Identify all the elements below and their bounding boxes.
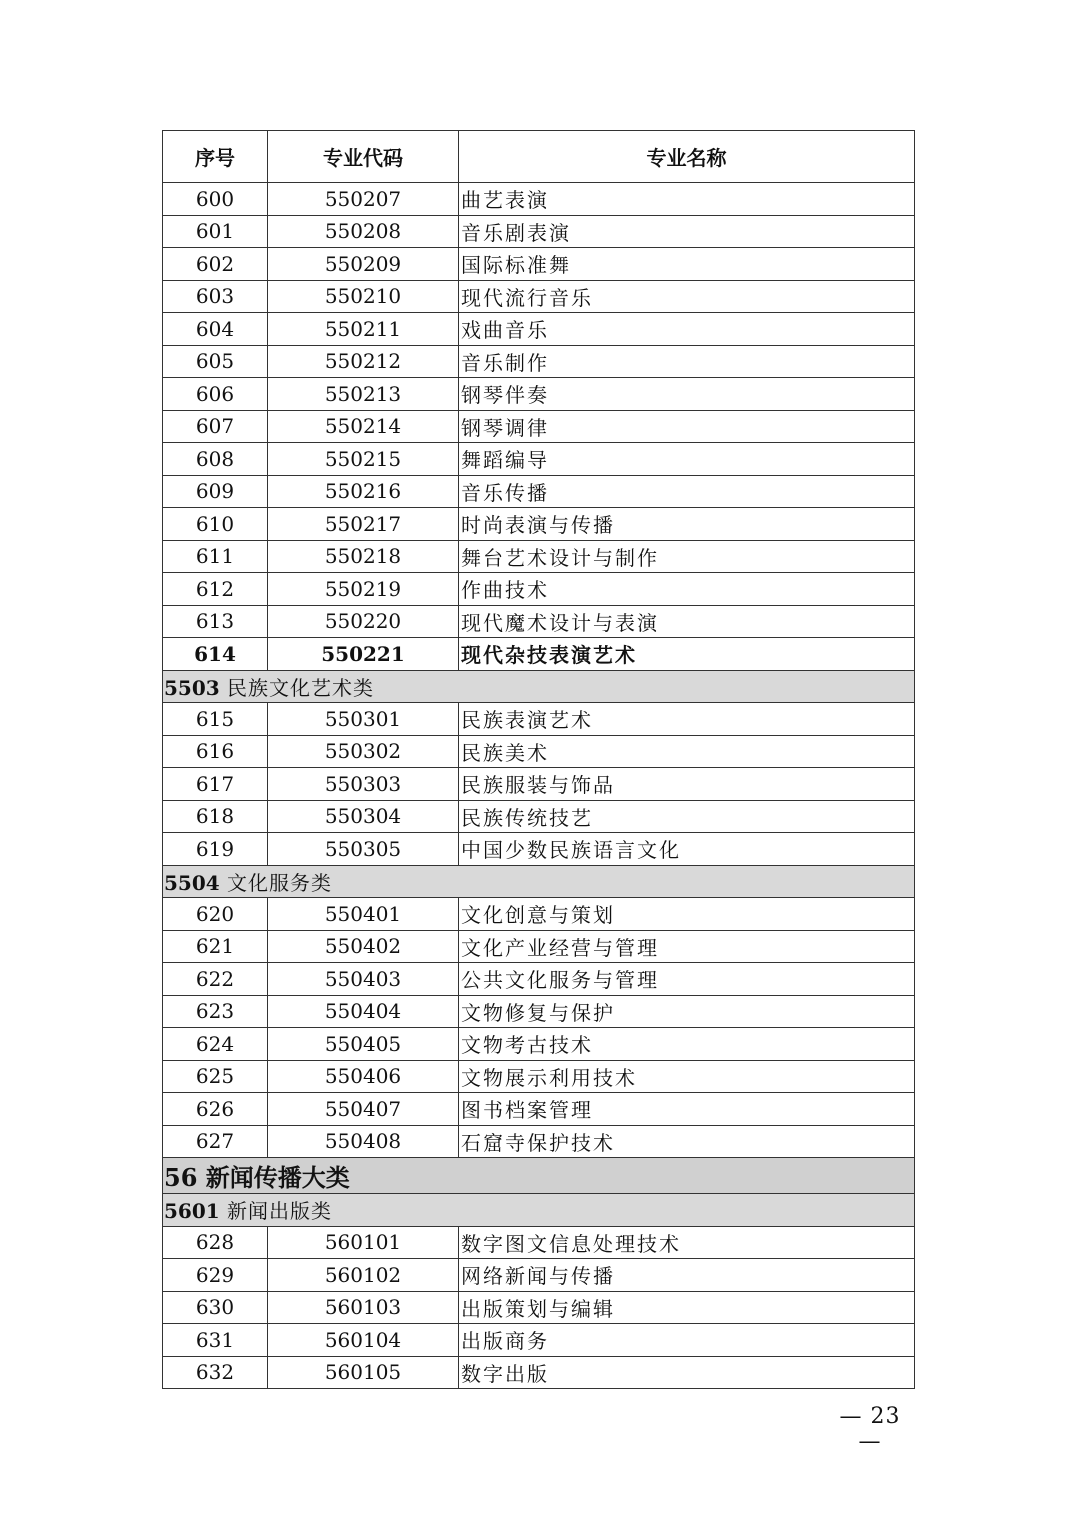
- serial-number-cell: 632: [163, 1356, 268, 1389]
- table-row: [163, 898, 915, 931]
- major-name-cell: 钢琴调律: [459, 410, 915, 443]
- serial-number-cell: 605: [163, 345, 268, 378]
- category-title: 民族文化艺术类: [227, 675, 375, 700]
- major-name-cell: 数字图文信息处理技术: [459, 1226, 915, 1259]
- major-code-cell: 550403: [268, 963, 459, 996]
- serial-number-cell: 616: [163, 735, 268, 768]
- table-row: [163, 638, 915, 671]
- major-code-cell: 560104: [268, 1324, 459, 1357]
- table-row: [163, 605, 915, 638]
- major-code-cell: 560101: [268, 1226, 459, 1259]
- header-major-name: 专业名称: [459, 131, 915, 183]
- major-code-cell: 550405: [268, 1028, 459, 1061]
- major-code-cell: 550406: [268, 1060, 459, 1093]
- major-code-cell: 550215: [268, 443, 459, 476]
- category-title: 新闻出版类: [227, 1199, 333, 1224]
- major-name-cell: 民族美术: [459, 735, 915, 768]
- major-name-cell: 文化产业经营与管理: [459, 930, 915, 963]
- major-code-cell: 550210: [268, 280, 459, 313]
- serial-number-cell: 617: [163, 768, 268, 801]
- serial-number-cell: 610: [163, 508, 268, 541]
- major-code-cell: 550214: [268, 410, 459, 443]
- major-name-cell: 现代流行音乐: [459, 280, 915, 313]
- major-name-cell: 舞蹈编导: [459, 443, 915, 476]
- major-name-cell: 时尚表演与传播: [459, 508, 915, 541]
- table-row: [163, 768, 915, 801]
- major-name-cell: 文物修复与保护: [459, 995, 915, 1028]
- major-code-cell: 550219: [268, 573, 459, 606]
- category-subheader-row: [163, 865, 915, 898]
- serial-number-cell: 621: [163, 930, 268, 963]
- major-name-cell: 音乐传播: [459, 475, 915, 508]
- serial-number-cell: 627: [163, 1125, 268, 1158]
- major-name-cell: 图书档案管理: [459, 1093, 915, 1126]
- major-category-row: [163, 1158, 915, 1194]
- major-code-cell: 550302: [268, 735, 459, 768]
- category-code: 5504: [164, 870, 220, 895]
- major-name-cell: 曲艺表演: [459, 183, 915, 216]
- major-code-cell: 550212: [268, 345, 459, 378]
- header-major-code: 专业代码: [268, 131, 459, 183]
- table-row: [163, 1356, 915, 1389]
- table-row: [163, 800, 915, 833]
- major-name-cell: 民族服装与饰品: [459, 768, 915, 801]
- page-number: — 23 —: [839, 1404, 901, 1454]
- serial-number-cell: 615: [163, 703, 268, 736]
- major-code-cell: 560102: [268, 1259, 459, 1292]
- major-code-cell: 550305: [268, 833, 459, 866]
- major-name-cell: 民族传统技艺: [459, 800, 915, 833]
- major-code-cell: 550221: [268, 638, 459, 671]
- serial-number-cell: 623: [163, 995, 268, 1028]
- serial-number-cell: 625: [163, 1060, 268, 1093]
- table-row: [163, 930, 915, 963]
- table-row: [163, 995, 915, 1028]
- major-code-cell: 550216: [268, 475, 459, 508]
- serial-number-cell: 620: [163, 898, 268, 931]
- major-name-cell: 出版策划与编辑: [459, 1291, 915, 1324]
- table-row: [163, 508, 915, 541]
- serial-number-cell: 609: [163, 475, 268, 508]
- major-code-cell: 550220: [268, 605, 459, 638]
- table-row: [163, 1093, 915, 1126]
- major-name-cell: 戏曲音乐: [459, 313, 915, 346]
- major-name-cell: 现代杂技表演艺术: [459, 638, 915, 671]
- major-name-cell: 音乐剧表演: [459, 215, 915, 248]
- category-code: 5503: [164, 675, 220, 700]
- major-name-cell: 作曲技术: [459, 573, 915, 606]
- major-name-cell: 文物考古技术: [459, 1028, 915, 1061]
- table-row: [163, 1060, 915, 1093]
- table-row: [163, 443, 915, 476]
- serial-number-cell: 600: [163, 183, 268, 216]
- serial-number-cell: 630: [163, 1291, 268, 1324]
- major-code-cell: 550408: [268, 1125, 459, 1158]
- table-row: [163, 183, 915, 216]
- major-name-cell: 中国少数民族语言文化: [459, 833, 915, 866]
- major-code-cell: 560105: [268, 1356, 459, 1389]
- serial-number-cell: 603: [163, 280, 268, 313]
- table-row: [163, 248, 915, 281]
- major-code-cell: 550402: [268, 930, 459, 963]
- table-row: [163, 345, 915, 378]
- major-code-cell: 550209: [268, 248, 459, 281]
- serial-number-cell: 606: [163, 378, 268, 411]
- table-row: [163, 703, 915, 736]
- table-row: [163, 573, 915, 606]
- major-name-cell: 文物展示利用技术: [459, 1060, 915, 1093]
- serial-number-cell: 629: [163, 1259, 268, 1292]
- table-row: [163, 833, 915, 866]
- serial-number-cell: 601: [163, 215, 268, 248]
- serial-number-cell: 611: [163, 540, 268, 573]
- serial-number-cell: 613: [163, 605, 268, 638]
- major-code-cell: 550217: [268, 508, 459, 541]
- major-code-cell: 550404: [268, 995, 459, 1028]
- serial-number-cell: 628: [163, 1226, 268, 1259]
- major-name-cell: 钢琴伴奏: [459, 378, 915, 411]
- serial-number-cell: 624: [163, 1028, 268, 1061]
- header-serial-number: 序号: [163, 131, 268, 183]
- table-row: [163, 963, 915, 996]
- major-code-cell: 550208: [268, 215, 459, 248]
- major-name-cell: 舞台艺术设计与制作: [459, 540, 915, 573]
- table-header: [163, 131, 915, 183]
- table-row: [163, 1291, 915, 1324]
- serial-number-cell: 602: [163, 248, 268, 281]
- major-code-cell: 550304: [268, 800, 459, 833]
- major-code-cell: 550218: [268, 540, 459, 573]
- table-row: [163, 410, 915, 443]
- table-row: [163, 735, 915, 768]
- serial-number-cell: 622: [163, 963, 268, 996]
- major-category-title: 56 新闻传播大类: [163, 1158, 915, 1194]
- major-name-cell: 文化创意与策划: [459, 898, 915, 931]
- serial-number-cell: 618: [163, 800, 268, 833]
- major-name-cell: 民族表演艺术: [459, 703, 915, 736]
- serial-number-cell: 631: [163, 1324, 268, 1357]
- major-name-cell: 国际标准舞: [459, 248, 915, 281]
- major-code-cell: 550401: [268, 898, 459, 931]
- major-name-cell: 现代魔术设计与表演: [459, 605, 915, 638]
- major-code-cell: 550301: [268, 703, 459, 736]
- major-code-cell: 550407: [268, 1093, 459, 1126]
- serial-number-cell: 604: [163, 313, 268, 346]
- table-row: [163, 540, 915, 573]
- serial-number-cell: 614: [163, 638, 268, 671]
- table-row: [163, 215, 915, 248]
- category-title: 文化服务类: [227, 870, 333, 895]
- major-code-cell: 550211: [268, 313, 459, 346]
- serial-number-cell: 619: [163, 833, 268, 866]
- major-name-cell: 数字出版: [459, 1356, 915, 1389]
- header-row: [163, 131, 915, 183]
- table-row: [163, 313, 915, 346]
- table-row: [163, 1226, 915, 1259]
- major-code-cell: 550207: [268, 183, 459, 216]
- category-subheader-row: [163, 670, 915, 703]
- table-row: [163, 1324, 915, 1357]
- table-row: [163, 1125, 915, 1158]
- category-subheader-row: [163, 1194, 915, 1227]
- major-catalog-table: [162, 130, 915, 1389]
- serial-number-cell: 626: [163, 1093, 268, 1126]
- table-row: [163, 1028, 915, 1061]
- major-name-cell: 网络新闻与传播: [459, 1259, 915, 1292]
- table-body: [163, 183, 915, 1389]
- table-row: [163, 1259, 915, 1292]
- major-code-cell: 550213: [268, 378, 459, 411]
- major-name-cell: 石窟寺保护技术: [459, 1125, 915, 1158]
- serial-number-cell: 607: [163, 410, 268, 443]
- category-code: 5601: [164, 1199, 220, 1224]
- category-subheader: [163, 670, 915, 703]
- serial-number-cell: 612: [163, 573, 268, 606]
- major-code-cell: 560103: [268, 1291, 459, 1324]
- table-row: [163, 280, 915, 313]
- category-subheader: [163, 1194, 915, 1227]
- category-subheader: [163, 865, 915, 898]
- major-name-cell: 出版商务: [459, 1324, 915, 1357]
- table-row: [163, 378, 915, 411]
- table-row: [163, 475, 915, 508]
- major-name-cell: 音乐制作: [459, 345, 915, 378]
- serial-number-cell: 608: [163, 443, 268, 476]
- major-code-cell: 550303: [268, 768, 459, 801]
- major-name-cell: 公共文化服务与管理: [459, 963, 915, 996]
